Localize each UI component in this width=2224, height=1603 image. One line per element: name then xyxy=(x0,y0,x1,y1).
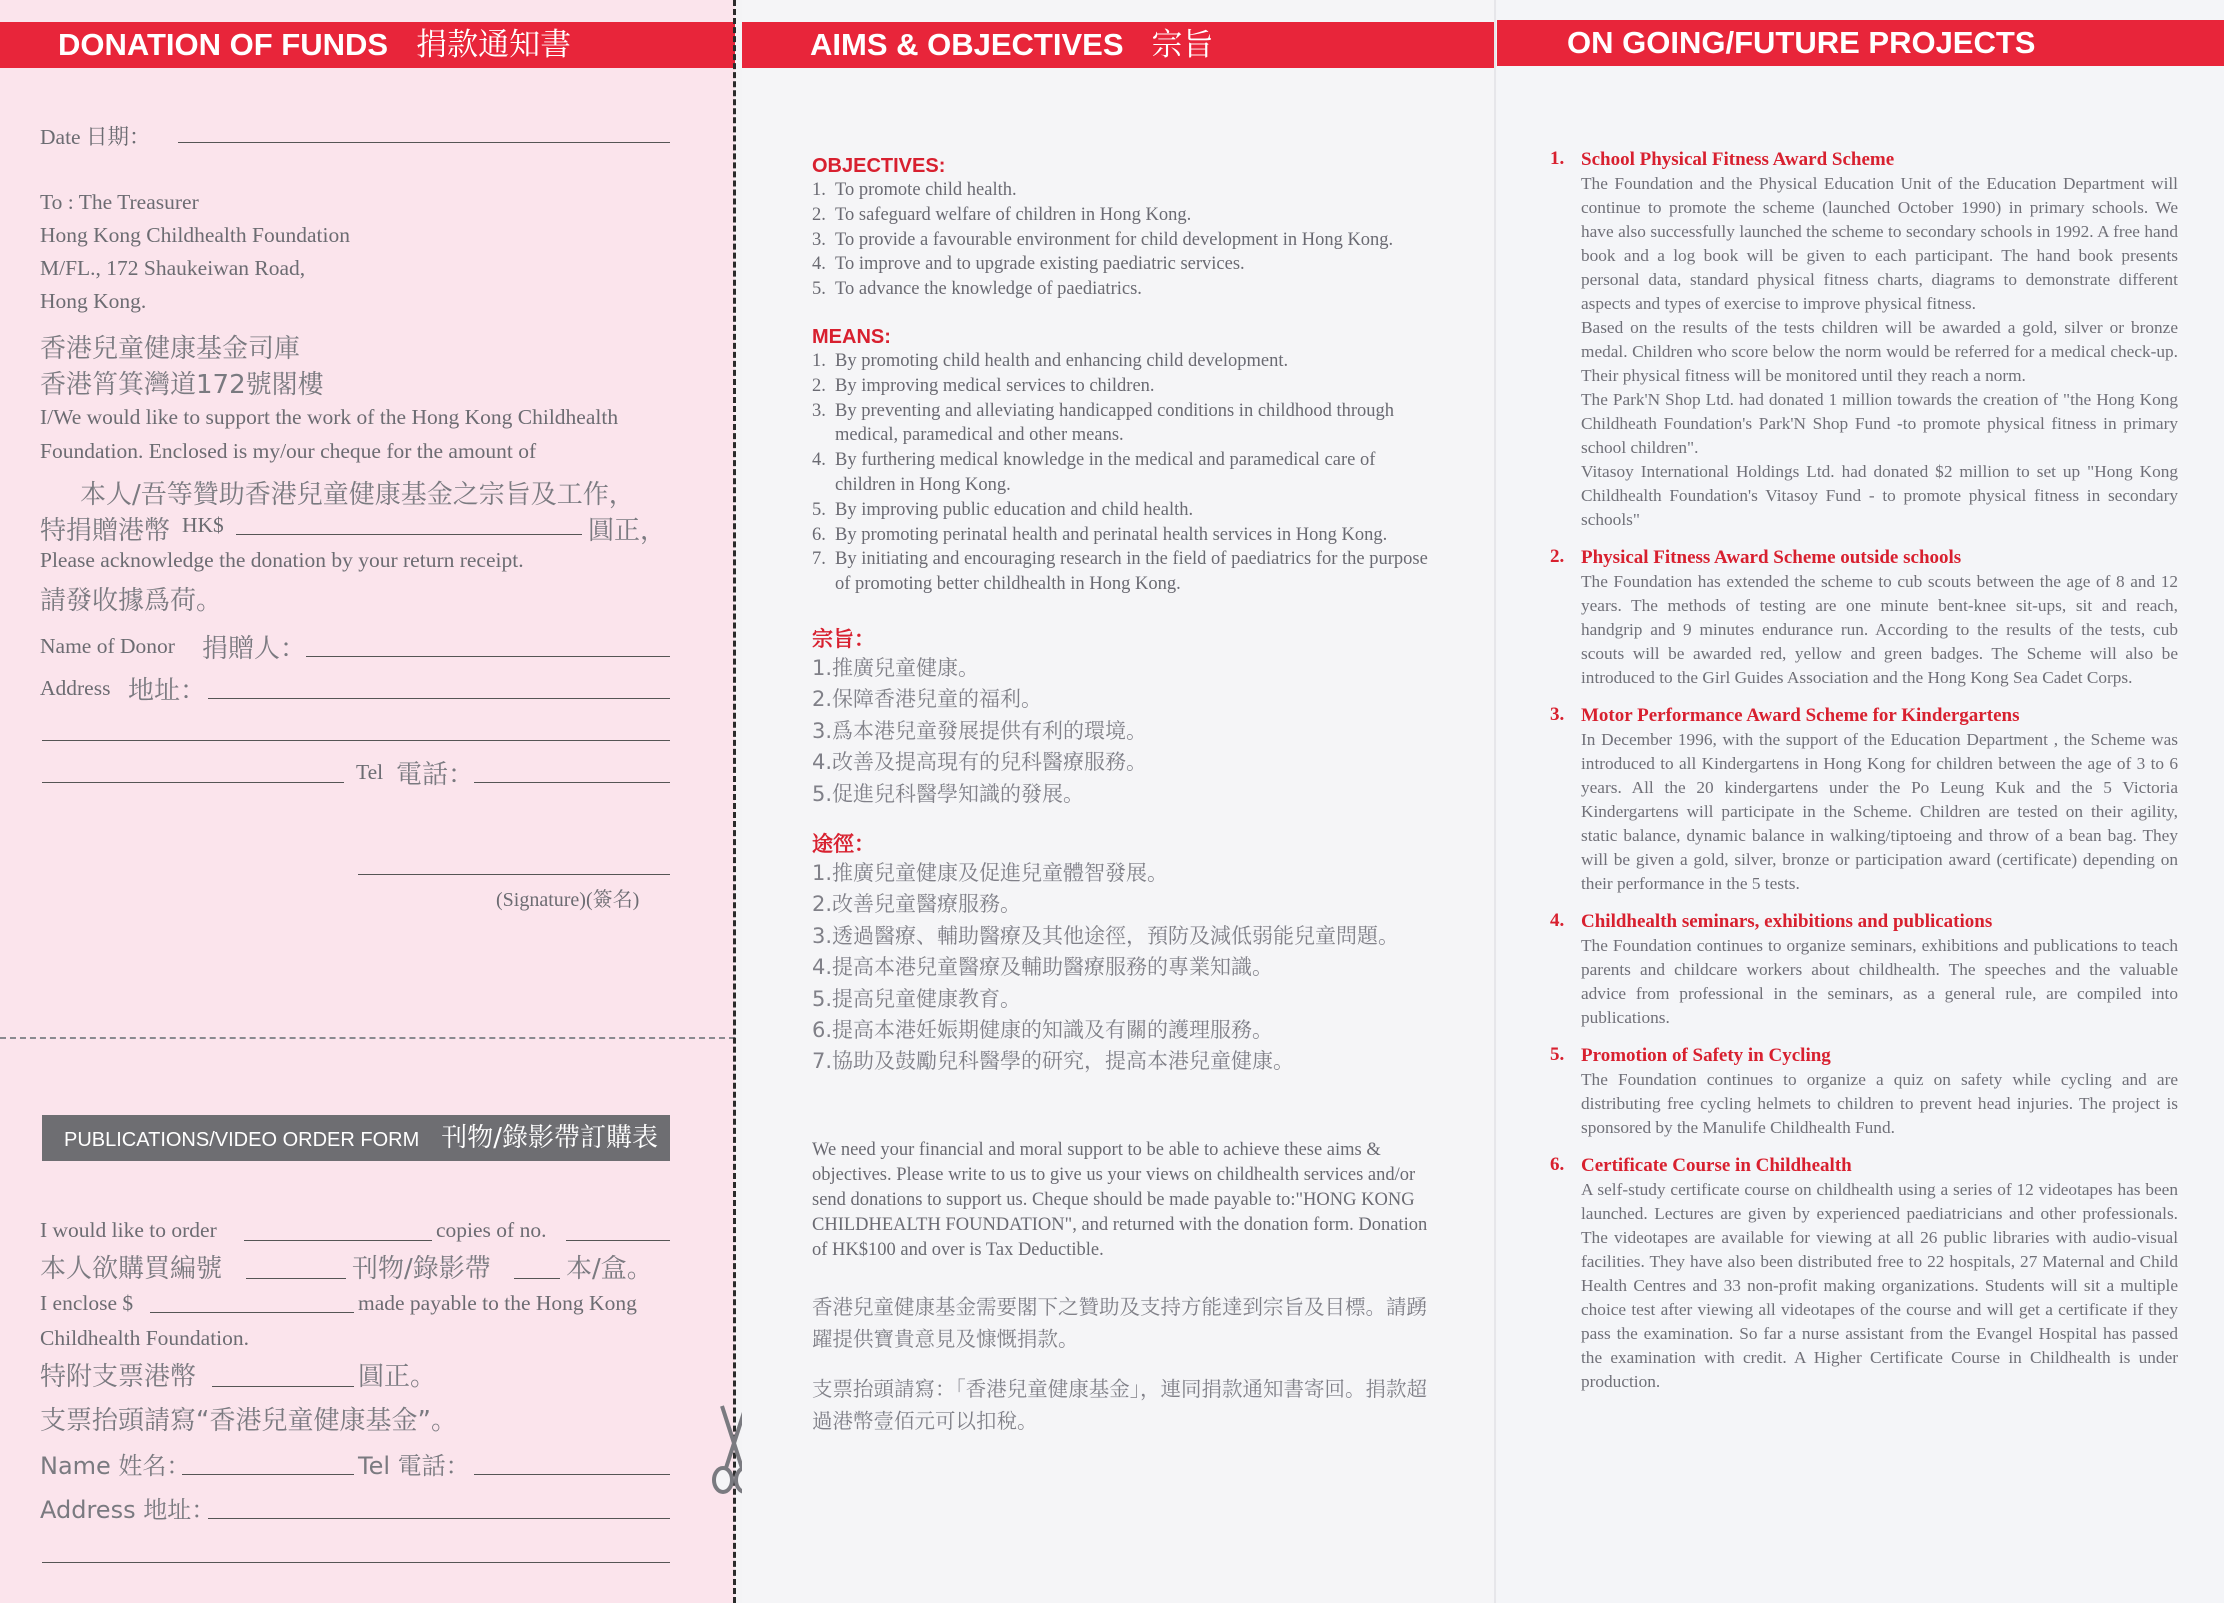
objective-item-number: 3. xyxy=(812,229,826,250)
aims-zh-item-number: 4. xyxy=(812,750,833,775)
project-title: Motor Performance Award Scheme for Kindergartens xyxy=(1581,705,2020,726)
objective-item xyxy=(812,178,1432,203)
project-paragraph: The Foundation continues to organize seminars, exhibitions and publications to teach parents and childcare workers about childhealth. The speeches and the valuable advice from professional in the seminars, as a general rule, are compiled into publications. xyxy=(1581,936,2178,1027)
objective-item-number: 2. xyxy=(812,204,826,225)
project-paragraph: The Foundation and the Physical Education Unit of the Education Department will continue to promote the scheme (launched October 1990) in primary schools. We have also successfully launched the scheme to secondary schools in 1992. A free hand book and a log book will be given to each participant. The hand book presents personal data, standard physical fitness charts, diagrams to demonstrate different aspects and types of exercise to improve physical fitness. xyxy=(1581,174,2178,313)
objective-item-text: To promote child health. xyxy=(835,180,1017,200)
enclose-label-b: made payable to the Hong Kong xyxy=(358,1291,637,1315)
means-item xyxy=(812,547,1432,597)
project-title: School Physical Fitness Award Scheme xyxy=(1581,149,1895,170)
order-label-a: I would like to order xyxy=(40,1218,217,1242)
signature-field[interactable] xyxy=(358,874,670,875)
project-item xyxy=(1550,1154,2178,1394)
item-no-field[interactable] xyxy=(566,1240,670,1241)
aims-zh-list xyxy=(812,653,1432,810)
objective-item-text: To provide a favourable environment for child development in Hong Kong. xyxy=(835,229,1394,250)
aims-body xyxy=(812,155,1432,1437)
means-item-number: 1. xyxy=(812,350,826,371)
means-zh-item xyxy=(812,1015,1432,1046)
project-item xyxy=(1550,546,2178,690)
project-title: Childhealth seminars, exhibitions and publications xyxy=(1581,911,1993,932)
aims-zh-item-number: 5. xyxy=(812,781,833,806)
support-zh-paragraph-1: 香港兒童健康基金需要閣下之贊助及支持方能達到宗旨及目標。請踴躍提供寶貴意見及慷慨捐款。 xyxy=(812,1294,1427,1351)
means-item-number: 4. xyxy=(812,450,826,471)
means-item-text: By furthering medical knowledge in the medical and paramedical care of children in Hong Kong. xyxy=(835,450,1376,495)
means-zh-item xyxy=(812,1046,1432,1077)
project-number: 1. xyxy=(1550,148,1565,169)
projects-header: ON GOING/FUTURE PROJECTS xyxy=(1497,20,2224,66)
signature-label: (Signature)(簽名) xyxy=(496,889,640,911)
objective-item xyxy=(812,252,1432,277)
means-zh-item-number: 7. xyxy=(812,1049,833,1074)
order-form-bar xyxy=(42,1115,670,1161)
project-paragraph: The Foundation continues to organize a quiz on safety while cycling and are distributing free cycling helmets to children to prevent head injuries. The project is sponsored by the Manulife Childhealth Fund. xyxy=(1581,1070,2178,1137)
projects-list xyxy=(1550,148,2178,1408)
copies-field[interactable] xyxy=(244,1240,432,1241)
address-label-en: Address xyxy=(40,676,111,700)
address-field-1[interactable] xyxy=(208,698,670,699)
means-item-text: By promoting child health and enhancing child development. xyxy=(835,350,1289,371)
aims-zh-item-text: 改善及提高現有的兒科醫療服務。 xyxy=(832,750,1147,775)
means-zh-item-text: 提高兒童健康教育。 xyxy=(832,986,1021,1011)
objectives-list xyxy=(812,178,1432,302)
objective-item xyxy=(812,203,1432,228)
address-label-zh: 地址： xyxy=(128,676,207,706)
donor-label-en: Name of Donor xyxy=(40,634,175,658)
aims-zh-item-text: 保障香港兒童的福利。 xyxy=(832,687,1042,712)
fold-line xyxy=(1494,0,1496,1603)
means-zh-item xyxy=(812,921,1432,952)
means-zh-item-text: 透過醫療、輔助醫療及其他途徑，預防及減低弱能兒童問題。 xyxy=(832,923,1399,948)
aims-zh-item-number: 1. xyxy=(812,655,833,680)
means-zh-item xyxy=(812,984,1432,1015)
means-zh-item-text: 改善兒童醫療服務。 xyxy=(832,892,1021,917)
means-item-number: 6. xyxy=(812,524,826,545)
project-paragraph: In December 1996, with the support of the Education Department , the Scheme was introduced to all Kindergartens in Hong Kong for children between the age of 3 to 6 years. All the 20 kindergartens under the Po Leung Kuk and the 5 Victoria Kindergartens will participate in the Scheme. Children are tested on their agility, static balance, dynamic balance in walking/tiptoeing and throw of a bean bag. They will be given a gold, silver, bronze or participation award (certificate) depending on their performance in the 5 tests. xyxy=(1581,730,2178,893)
project-item xyxy=(1550,910,2178,1030)
objective-item-number: 4. xyxy=(812,254,826,275)
means-item-text: By initiating and encouraging research in the field of paediatrics for the purpose of promoting better childhealth in Hong Kong. xyxy=(835,549,1428,595)
date-label: Date 日期： xyxy=(40,125,151,149)
order-address-field-2[interactable] xyxy=(42,1562,670,1563)
means-zh-list xyxy=(812,858,1432,1078)
project-number: 4. xyxy=(1550,910,1565,931)
ack-en: Please acknowledge the donation by your return receipt. xyxy=(40,548,524,572)
aims-zh-item xyxy=(812,779,1432,810)
means-item-text: By preventing and alleviating handicapped conditions in childhood through medical, paramedical and other means. xyxy=(835,400,1394,446)
aims-header-en: AIMS & OBJECTIVES xyxy=(810,27,1124,62)
support-en-1: I/We would like to support the work of the Hong Kong Childhealth xyxy=(40,405,619,429)
tel-field[interactable] xyxy=(474,782,670,783)
aims-header-zh: 宗旨 xyxy=(1151,27,1214,62)
means-zh-item-number: 3. xyxy=(812,923,833,948)
date-field[interactable] xyxy=(178,142,670,143)
means-item-number: 5. xyxy=(812,499,826,520)
city-line: Hong Kong. xyxy=(40,289,147,313)
tear-line xyxy=(0,1037,735,1039)
enclose-zh-a: 特附支票港幣 xyxy=(40,1362,197,1392)
means-zh-item-number: 5. xyxy=(812,986,833,1011)
aims-zh-item-text: 爲本港兒童發展提供有利的環境。 xyxy=(832,718,1147,743)
foundation-line: Hong Kong Childhealth Foundation xyxy=(40,223,350,247)
order-address-label: Address 地址： xyxy=(40,1496,216,1524)
objective-item-number: 1. xyxy=(812,180,826,200)
project-paragraph: The Park'N Shop Ltd. had donated 1 million towards the creation of "the Hong Kong Childheath Foundation's Park'N Shop Fund -to promote physical fitness in primary school children". xyxy=(1581,390,2178,457)
means-item xyxy=(812,448,1432,498)
project-item xyxy=(1550,1044,2178,1140)
enclose-zh-field[interactable] xyxy=(212,1386,354,1387)
aims-zh-item-number: 3. xyxy=(812,718,833,743)
item-no-zh-field[interactable] xyxy=(246,1278,346,1279)
means-item xyxy=(812,523,1432,548)
yuan-label: 圓正， xyxy=(588,516,667,546)
enclose-label-a: I enclose $ xyxy=(40,1291,134,1315)
donor-field[interactable] xyxy=(306,656,670,657)
aims-zh-item-text: 促進兒科醫學知識的發展。 xyxy=(832,781,1084,806)
project-title: Physical Fitness Award Scheme outside schools xyxy=(1581,547,1962,568)
project-paragraph: A self-study certificate course on childhealth using a series of 12 videotapes has been launched. Lectures are given by experienced paediatricians and other professionals. The videotapes are available for viewing at all 26 public libraries with audio-visual facilities. They have also been distributed free to 22 hospitals, 27 Maternal and Child Health Centres and 33 non-profit making organizations. Students will sit a multiple choice test after viewing all videotapes of the course and will get a certificate if they pass the examination. So far a nurse assistant from the Evangel Hospital has passed the examination with credit. A Higher Certificate Course in Childhealth is under production. xyxy=(1581,1180,2178,1391)
means-zh-item-text: 提高本港妊娠期健康的知識及有關的護理服務。 xyxy=(832,1018,1273,1043)
enclose-amount-field[interactable] xyxy=(150,1312,354,1313)
means-item xyxy=(812,498,1432,523)
aims-header xyxy=(742,22,1494,68)
objective-item-text: To advance the knowledge of paediatrics. xyxy=(835,279,1142,300)
means-zh-item-number: 6. xyxy=(812,1018,833,1043)
objective-item-number: 5. xyxy=(812,279,826,300)
donor-label-zh: 捐贈人： xyxy=(202,634,307,664)
means-list xyxy=(812,349,1432,597)
address-zh: 香港筲箕灣道172號閣樓 xyxy=(40,370,324,400)
means-item xyxy=(812,374,1432,399)
amount-field[interactable] xyxy=(236,534,582,535)
order-address-field-1[interactable] xyxy=(208,1518,670,1519)
support-zh-2: 特捐贈港幣 xyxy=(40,516,171,546)
order-form-title-en: PUBLICATIONS/VIDEO ORDER FORM xyxy=(64,1129,420,1151)
project-title: Certificate Course in Childhealth xyxy=(1581,1155,1852,1176)
aims-zh-item-text: 推廣兒童健康。 xyxy=(832,655,979,680)
qty-zh-field[interactable] xyxy=(514,1278,560,1279)
aims-zh-item xyxy=(812,716,1432,747)
address-field-2[interactable] xyxy=(42,740,670,741)
objective-item xyxy=(812,277,1432,302)
name-field[interactable] xyxy=(182,1474,354,1475)
project-title: Promotion of Safety in Cycling xyxy=(1581,1045,1831,1066)
means-zh-item-text: 協助及鼓勵兒科醫學的研究，提高本港兒童健康。 xyxy=(832,1049,1294,1074)
project-paragraph: The Foundation has extended the scheme to cub scouts between the age of 8 and 12 years. The methods of testing are one minute bent-knee sit-ups, sit and reach, handgrip and 9 minutes endurance run. According to the results of the tests, cub scouts will be awarded red, yellow and green badges. The Scheme will also be introduced to the Girl Guides Association and the Hong Kong Sea Cadet Corps. xyxy=(1581,572,2178,687)
enclose-label-c: Childhealth Foundation. xyxy=(40,1326,250,1350)
order-form-title-zh: 刊物/錄影帶訂購表 xyxy=(441,1123,658,1153)
order-zh-c: 本/盒。 xyxy=(566,1254,653,1284)
address-line: M/FL., 172 Shaukeiwan Road, xyxy=(40,256,306,280)
objective-item-text: To safeguard welfare of children in Hong Kong. xyxy=(835,204,1192,225)
treasurer-line: To : The Treasurer xyxy=(40,190,199,214)
projects-panel xyxy=(1497,0,2224,1603)
means-item-number: 2. xyxy=(812,375,826,396)
means-item-text: By improving medical services to children. xyxy=(835,375,1155,396)
treasurer-zh: 香港兒童健康基金司庫 xyxy=(40,334,301,364)
project-item xyxy=(1550,148,2178,532)
means-item xyxy=(812,349,1432,374)
aims-zh-item xyxy=(812,653,1432,684)
ack-zh: 請發收據爲荷。 xyxy=(40,586,223,616)
support-zh-paragraph-2: 支票抬頭請寫：「香港兒童健康基金」，連同捐款通知書寄回。捐款超過港幣壹佰元可以扣稅。 xyxy=(812,1376,1427,1433)
cut-line xyxy=(733,0,736,1603)
means-zh-item xyxy=(812,889,1432,920)
means-zh-item-number: 2. xyxy=(812,892,833,917)
tel-label-en: Tel xyxy=(356,760,384,784)
aims-zh-item-number: 2. xyxy=(812,687,833,712)
means-item xyxy=(812,399,1432,449)
project-number: 3. xyxy=(1550,704,1565,725)
name-label: Name 姓名： xyxy=(40,1452,191,1480)
means-title: MEANS: xyxy=(812,325,891,348)
means-item-text: By improving public education and child health. xyxy=(835,499,1194,520)
donation-header-en: DONATION OF FUNDS xyxy=(58,27,389,62)
support-zh-1: 本人/吾等贊助香港兒童健康基金之宗旨及工作， xyxy=(80,480,635,510)
project-number: 5. xyxy=(1550,1044,1565,1065)
order-tel-field[interactable] xyxy=(474,1474,670,1475)
project-item xyxy=(1550,704,2178,896)
means-zh-item-number: 4. xyxy=(812,955,833,980)
means-zh-title: 途徑： xyxy=(812,831,875,856)
aims-zh-item xyxy=(812,684,1432,715)
objective-item xyxy=(812,228,1432,253)
project-paragraph: Vitasoy International Holdings Ltd. had donated $2 million to set up "Hong Kong Childhealth Foundation's Vitasoy Fund - to promote physical fitness in secondary schools" xyxy=(1581,462,2178,529)
enclose-zh-b: 圓正。 xyxy=(358,1362,437,1392)
support-en-2: Foundation. Enclosed is my/our cheque for the amount of xyxy=(40,439,537,463)
project-number: 2. xyxy=(1550,546,1565,567)
order-zh-a: 本人欲購買編號 xyxy=(40,1254,223,1284)
aims-zh-title: 宗旨： xyxy=(812,626,875,651)
cheque-zh: 支票抬頭請寫“香港兒童健康基金”。 xyxy=(40,1406,457,1436)
project-number: 6. xyxy=(1550,1154,1565,1175)
support-paragraph: We need your financial and moral support to be able to achieve these aims & objectives. Please write to us to give us your views on childhealth services and/or send donations to support us. Cheque should be made payable to:"HONG KONG CHILDHEALTH FOUNDATION", and returned with the donation form. Donation of HK$100 and over is Tax Deductible. xyxy=(812,1139,1428,1260)
means-zh-item-text: 提高本港兒童醫療及輔助醫療服務的專業知識。 xyxy=(832,955,1273,980)
means-item-number: 7. xyxy=(812,549,826,570)
objective-item-text: To improve and to upgrade existing paediatric services. xyxy=(835,254,1245,275)
donation-panel xyxy=(0,0,735,1603)
donation-header xyxy=(0,22,735,68)
order-tel-label: Tel 電話： xyxy=(358,1452,470,1480)
means-zh-item xyxy=(812,952,1432,983)
means-item-text: By promoting perinatal health and perinatal health services in Hong Kong. xyxy=(835,524,1388,545)
donation-header-zh: 捐款通知書 xyxy=(416,27,572,62)
means-zh-item-number: 1. xyxy=(812,860,833,885)
means-zh-item-text: 推廣兒童健康及促進兒童體智發展。 xyxy=(832,860,1168,885)
objectives-title: OBJECTIVES: xyxy=(812,155,946,177)
address-field-3[interactable] xyxy=(42,782,344,783)
aims-panel xyxy=(742,0,1494,1603)
aims-zh-item xyxy=(812,747,1432,778)
hk-label: HK$ xyxy=(182,513,224,537)
means-zh-item xyxy=(812,858,1432,889)
order-zh-b: 刊物/錄影帶 xyxy=(352,1254,491,1284)
order-label-b: copies of no. xyxy=(436,1218,547,1242)
means-item-number: 3. xyxy=(812,400,826,421)
project-paragraph: Based on the results of the tests children will be awarded a gold, silver or bronze medal. Children who score below the norm would be referred for a medical check-up. Their physical fitness will be monitored until they reach a norm. xyxy=(1581,318,2178,385)
tel-label-zh: 電話： xyxy=(396,760,475,790)
